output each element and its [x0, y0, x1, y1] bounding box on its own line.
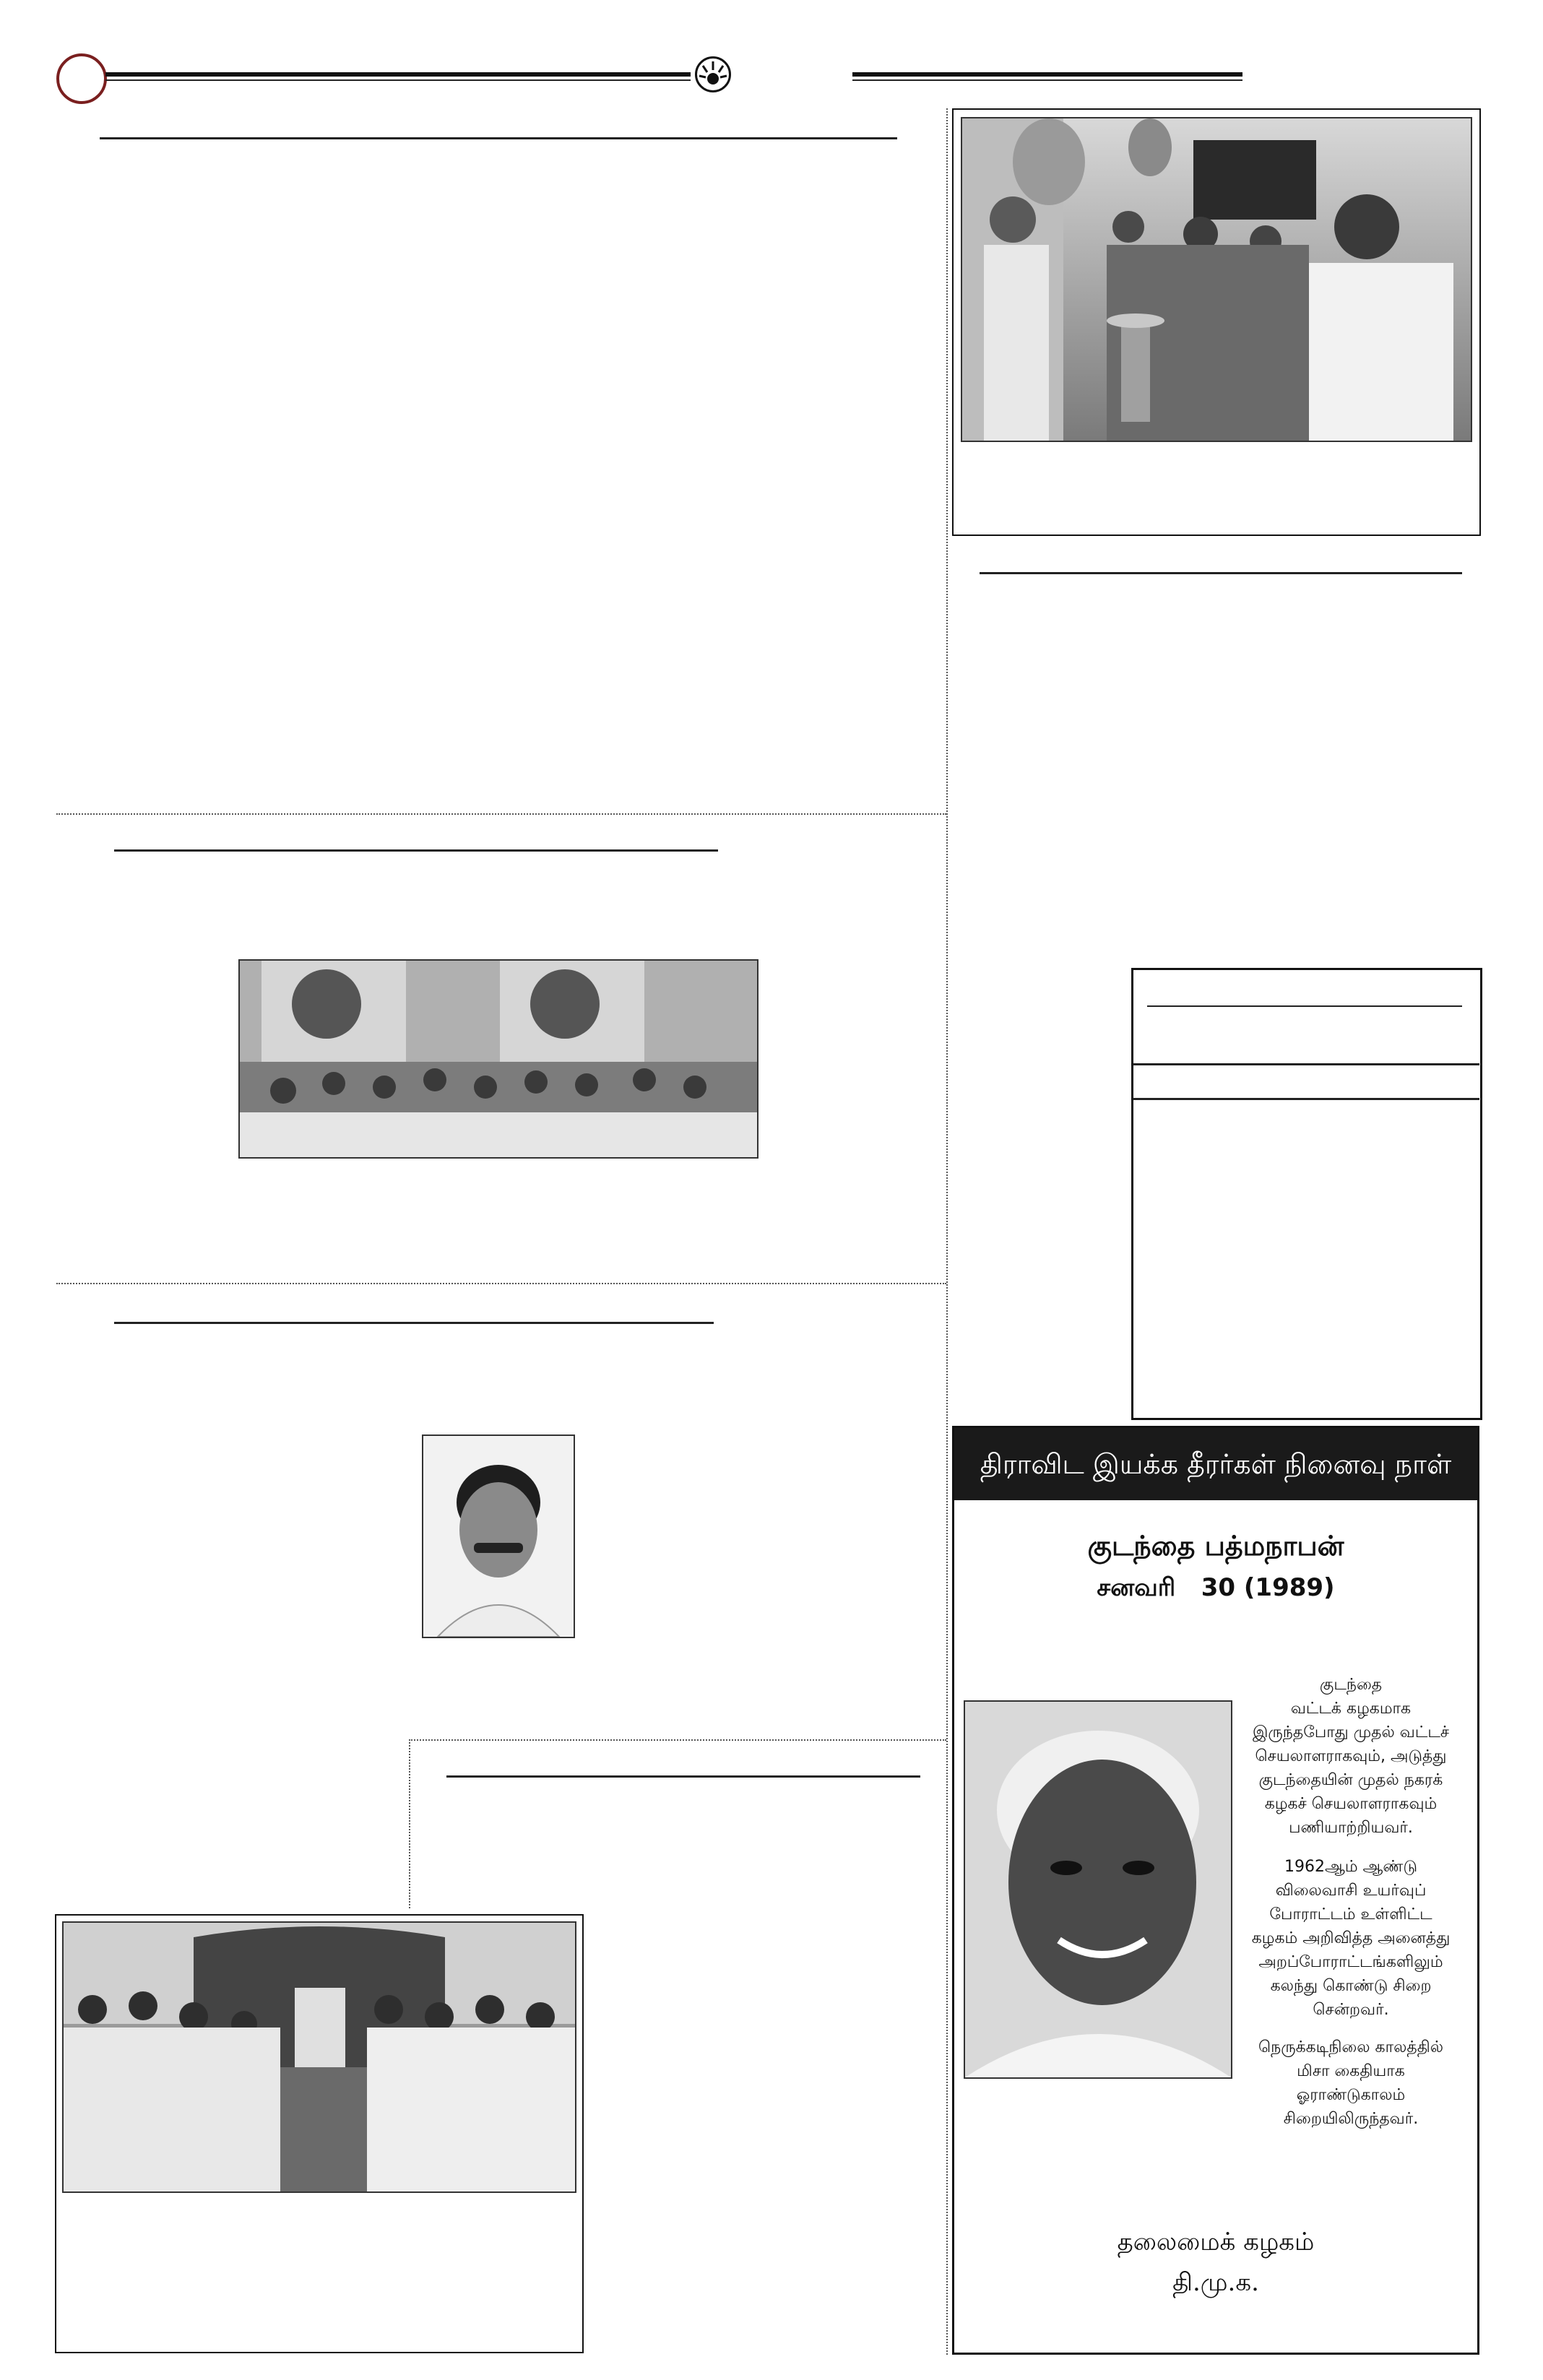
photo-tribute-group: [62, 1921, 576, 2193]
photo-portrait-leader: [422, 1435, 575, 1638]
photo-memorial-portrait: [964, 1700, 1232, 2079]
memorial-bio-para-2: 1962ஆம் ஆண்டு விலைவாசி உயர்வுப் போராட்டம் உள்ளிட்ட கழகம் அறிவித்த அனைத்து அறப்போராட்டங்களிலும் கலந்து கொண்டு சிறை சென்றவர்.: [1251, 1858, 1451, 2019]
memorial-date: சனவரி 30 (1989): [1097, 1573, 1335, 1602]
rising-sun-logo-icon: [695, 56, 731, 92]
article2-headline-rule: [114, 849, 718, 852]
memorial-name: குடந்தை பத்மநாபன்: [1087, 1530, 1344, 1562]
header-rule-left-thin: [105, 79, 691, 81]
article3-headline-rule: [114, 1322, 714, 1324]
info-box-rule-2: [1133, 1063, 1479, 1065]
header-rule-right-thin: [852, 79, 1242, 81]
memorial-bio-para-3: நெருக்கடிநிலை காலத்தில் மிசா கைதியாக ஓராண்டுகாலம் சிறையிலிருந்தவர்.: [1258, 2038, 1444, 2128]
article4-headline-rule: [446, 1775, 920, 1778]
header-rule-left: [105, 72, 691, 77]
inset-divider-h: [409, 1739, 946, 1741]
article1-headline-rule: [100, 137, 897, 139]
article-separator-2: [56, 1283, 946, 1284]
photo-lamp-lighting-event: [961, 117, 1472, 442]
photo-meeting-group: [238, 959, 758, 1159]
inset-divider-v: [409, 1739, 410, 1908]
right-article-headline-rule: [980, 572, 1462, 574]
memorial-signature-line2: தி.மு.க.: [1172, 2268, 1259, 2297]
page-number-circle: [56, 53, 107, 104]
memorial-signature-line1: தலைமைக் கழகம்: [1117, 2228, 1315, 2256]
info-box-rule-1: [1147, 1005, 1462, 1007]
memorial-bio-para-1: குடந்தை வட்டக் கழகமாக இருந்தபோது முதல் வட்டச் செயலாளராகவும், அடுத்து குடந்தையின் முதல் நகரக் கழகச் செயலாளராகவும் பணியாற்றியவர்.: [1252, 1676, 1450, 1837]
info-box-rule-3: [1133, 1098, 1479, 1100]
column-divider: [946, 108, 948, 2355]
memorial-banner-title: திராவிட இயக்க தீரர்கள் நினைவு நாள்: [954, 1428, 1477, 1500]
article-separator-1: [56, 813, 946, 815]
info-box: [1131, 968, 1482, 1420]
header-rule-right: [852, 72, 1242, 77]
